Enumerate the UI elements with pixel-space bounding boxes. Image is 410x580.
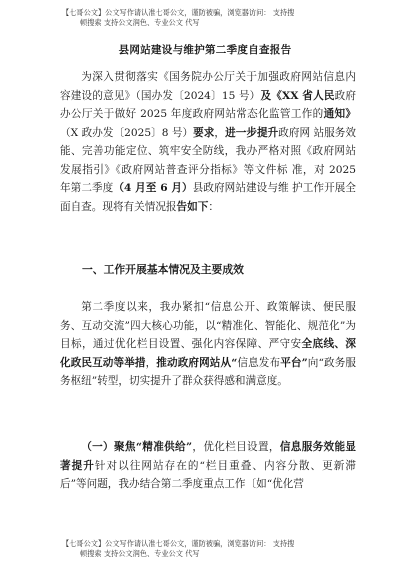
intro-bold-2: 通知》 (323, 108, 357, 120)
intro-bold-1: 及《XX 省人民 (260, 89, 335, 102)
section1-paragraph (60, 298, 356, 391)
footer-watermark-note (62, 539, 362, 559)
subsection-bold-1: （一）聚焦“精准供给” (81, 441, 193, 453)
section1-text-4: 向“政务服务枢纽”转型，切实提升了群众获得感和满意度。 (60, 356, 357, 387)
intro-text-4: ， (214, 126, 226, 139)
header-note-line-2: 顿搜索 支持公文润色、专业公文 代写 (80, 18, 200, 27)
header-watermark-note (62, 8, 362, 28)
subsection-1-paragraph (60, 438, 356, 494)
intro-text-7: ： (208, 200, 219, 213)
intro-paragraph (60, 68, 356, 216)
intro-bold-6: 告如下 (176, 200, 209, 213)
subsection-text-1: ，优化栏目设置， (192, 441, 280, 453)
section1-bold-3: 平台” (280, 356, 308, 369)
intro-text-2: 政府办公厅关于做好 2025 年度政府网站常态化监管工作的 (60, 89, 356, 120)
intro-text-5: 政府网 站服务效能、完善功能定位、筑牢安全防线，我办严格对照《政府网站发展指引》《政府网站普查评分指标》等文件标 准，对 2025 年第二季度 (60, 126, 357, 194)
section1-text-1: 第二季度以来，我办紧扣“信息公开、政策解读、便民服务、互动交流”四大核心功能，以“精准化、智能化、规范化”为 目标，通过优化栏目设置、强化内容保障、严守安 (60, 301, 356, 350)
intro-text-1: 为深入贯彻落实《国务院办公厅关于加强政府网站信息内容建设的意见》（国办发〔2024〕15 号） (60, 71, 356, 102)
intro-text-6: 县政府网站建设与维 护工作开展全面自查。现将有关情况报 (60, 182, 356, 213)
subsection-bold-2: 信息服务效能显著提升 (60, 441, 357, 472)
intro-text-3: （X 政办发〔2025〕8 号） (60, 126, 194, 139)
document-title: 县网站建设与维护第二季度自查报告 (118, 44, 292, 56)
section1-bold-1: 全底线、深化政民互动等举措 (60, 338, 357, 369)
section1-text-2: ， (145, 356, 157, 369)
footer-note-line-1: 【七哥公文】公文写作请认准七哥公文，谨防被骗，浏览器访问： 支持搜 (62, 539, 295, 548)
section1-text-3: 信息发布 (237, 356, 281, 369)
footer-note-line-2: 顿搜索 支持公文润色、专业公文 代写 (80, 549, 200, 558)
intro-bold-4: 进一步提升 (225, 126, 279, 139)
subsection-text-2: 针对以往网站存在的“栏目重叠、内容分散、更新滞后”等问题，我办结合第二季度重点工作〔如“优化营 (60, 459, 356, 490)
section-heading-1: 一、工作开展基本情况及主要成效 (82, 263, 244, 276)
section1-bold-2: 推动政府网站从“ (156, 356, 238, 369)
header-note-line-1: 【七哥公文】公文写作请认准七哥公文，谨防被骗，浏览器访问： 支持搜 (62, 8, 295, 17)
intro-bold-5: （4 月至 6 月） (113, 182, 193, 194)
intro-bold-3: 要求 (193, 126, 215, 139)
